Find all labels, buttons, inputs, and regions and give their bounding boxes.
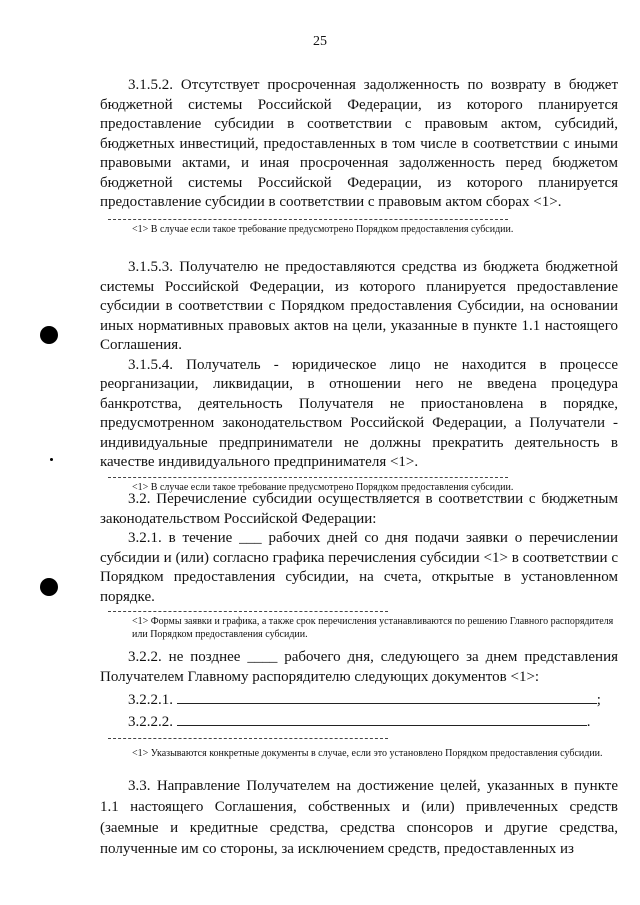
item-label: 3.2.2.2. xyxy=(128,713,173,730)
paragraph-3-3: 3.3. Направление Получателем на достижение целей, указанных в пункте 1.1 настоящего Соглашения, собственных и (или) привлеченных средств (заемные и кредитные средства, средства спонсоров и другие средства, полученные им со стороны, за исключением средств, предоставленных из xyxy=(100,778,618,857)
punch-hole-mark xyxy=(40,326,58,344)
blank-line-field[interactable] xyxy=(177,689,597,704)
footnote-separator xyxy=(108,738,388,739)
list-item xyxy=(100,711,618,733)
item-label: 3.2.2.1. xyxy=(128,692,173,708)
page-number: 25 xyxy=(313,34,327,49)
paragraph-3-2-2: 3.2.2. не позднее ____ рабочего дня, следующего за днем представления Получателем Главному распорядителю следующих документов <1>: xyxy=(100,649,618,685)
paragraph-3-2-1: 3.2.1. в течение ___ рабочих дней со дня подачи заявки о перечислении субсидии и (или) согласно графика перечисления субсидии <1> в соответствии с Порядком предоставления субсидии, на счета, открытые в установленном порядке. xyxy=(100,530,618,605)
item-end: ; xyxy=(596,692,601,708)
paragraph-3-1-5-4: 3.1.5.4. Получатель - юридическое лицо не находится в процессе реорганизации, ликвидации, в отношении него не введена процедура банкротства, деятельность Получателя не приостановлена в порядке, предусмотренном законодательством Российской Федерации, а Получатели - индивидуальные предприниматели не должны прекратить деятельность в качестве индивидуального предпринимателя <1>. xyxy=(100,356,618,470)
footnote-3-2-2: <1> Указываются конкретные документы в случае, если это установлено Порядком предоставления субсидии. xyxy=(132,748,603,759)
section-3-1-5-3 xyxy=(100,258,618,494)
paragraph-3-1-5-3: 3.1.5.3. Получателю не предоставляются средства из бюджета бюджетной системы Российской Федерации, из которого планируется предоставление субсидии в соответствии с Порядком предоставления Субсидии, на основании иных нормативных правовых актов на цели, указанные в пункте 1.1 настоящего Соглашения. xyxy=(100,259,618,353)
section-3-2 xyxy=(100,490,618,641)
punch-hole-mark xyxy=(40,578,58,596)
paragraph-3-1-5-2: 3.1.5.2. Отсутствует просроченная задолженность по возврату в бюджет бюджетной системы Российской Федерации, из которого планируется предоставление субсидии в соответствии с правовым актом, субсидий, бюджетных инвестиций, предоставленных в том числе в соответствии с иными правовыми актами, и иная просроченная задолженность перед бюджетом бюджетной системы Российской Федерации, из которого планируется предоставление субсидии в соответствии с правовым актом сборах <1>. xyxy=(100,77,618,210)
paragraph-3-2: 3.2. Перечисление субсидии осуществляется в соответствии с бюджетным законодательством Российской Федерации: xyxy=(100,491,618,527)
section-3-3 xyxy=(100,776,618,860)
item-end: . xyxy=(586,713,591,730)
footnote-separator xyxy=(108,477,508,478)
footnote-3-2-1: <1> Формы заявки и графика, а также срок перечисления устанавливаются по решению Главного распорядителя или Порядком предоставления субсидии. xyxy=(132,616,614,640)
section-3-1-5-2 xyxy=(100,76,618,236)
footnote-3-1-5-2: <1> В случае если такое требование предусмотрено Порядком предоставления субсидии. xyxy=(132,223,514,235)
footnote-3-1-5-4: <1> В случае если такое требование предусмотрено Порядком предоставления субсидии. xyxy=(132,481,514,493)
list-item xyxy=(100,689,618,711)
footnote-separator xyxy=(108,611,388,612)
section-3-2-2 xyxy=(100,648,618,760)
footnote-separator xyxy=(108,219,508,220)
scan-speck xyxy=(50,458,53,461)
blank-line-field[interactable] xyxy=(177,711,587,726)
